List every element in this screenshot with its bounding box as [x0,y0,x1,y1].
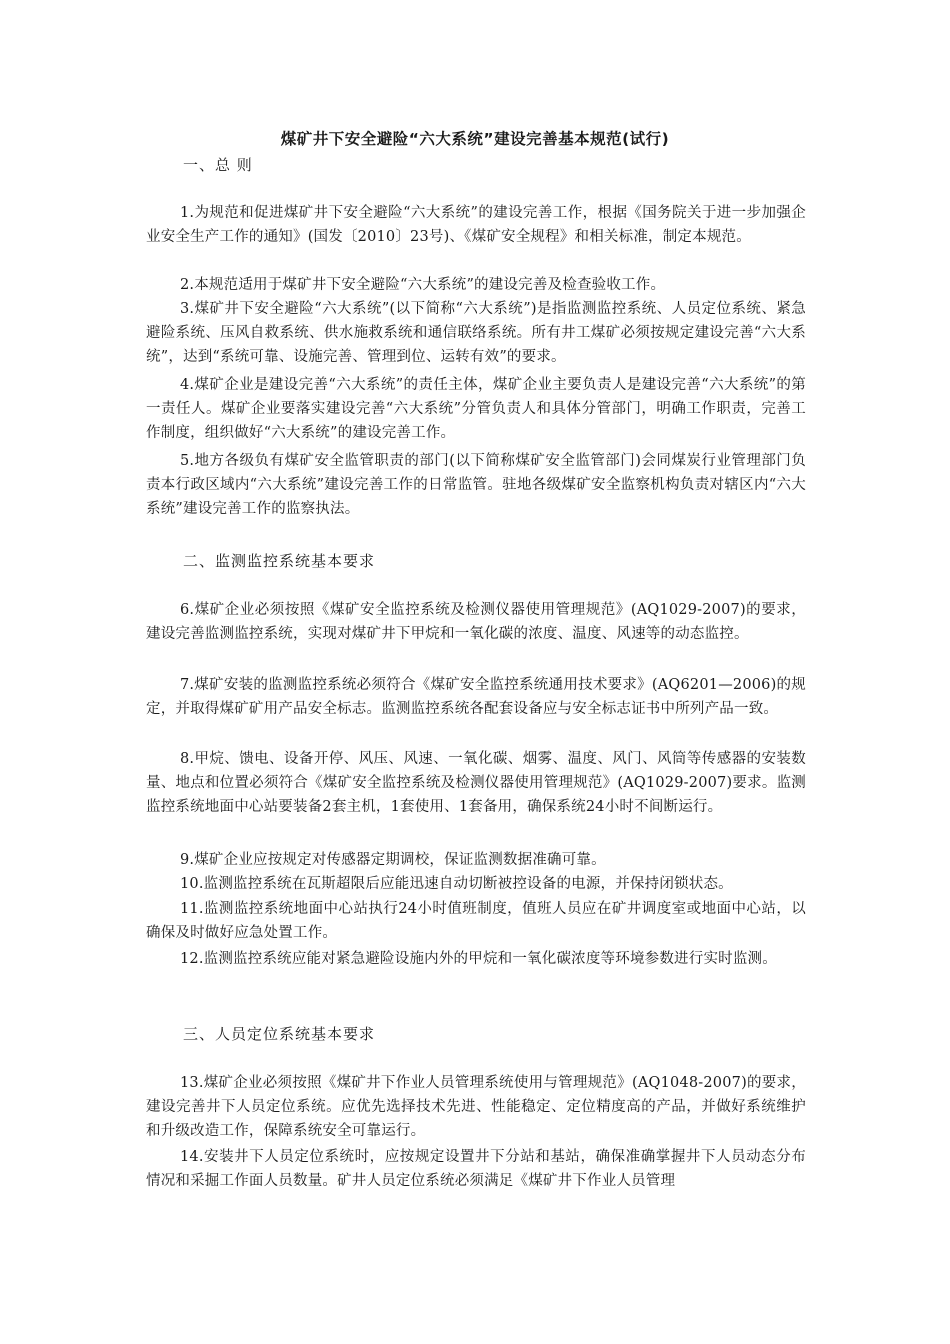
paragraph-8: 8.甲烷、馈电、设备开停、风压、风速、一氧化碳、烟雾、温度、风门、风筒等传感器的安装数量、地点和位置必须符合《煤矿安全监控系统及检测仪器使用管理规范》(AQ1029-2007)要求。监测监控系统地面中心站要装备2套主机，1套使用、1套备用，确保系统24小时不间断运行。 [146,751,806,815]
paragraph-4: 4.煤矿企业是建设完善“六大系统”的责任主体，煤矿企业主要负责人是建设完善“六大系统”的第一责任人。煤矿企业要落实建设完善“六大系统”分管负责人和具体分管部门，明确工作职责，完善工作制度，组织做好“六大系统”的建设完善工作。 [146,377,806,441]
paragraph-6: 6.煤矿企业必须按照《煤矿安全监控系统及检测仪器使用管理规范》(AQ1029-2007)的要求，建设完善监测监控系统，实现对煤矿井下甲烷和一氧化碳的浓度、温度、风速等的动态监控。 [146,602,806,642]
section-heading-personnel: 三、人员定位系统基本要求 [183,1025,376,1043]
paragraph-14: 14.安装井下人员定位系统时，应按规定设置井下分站和基站，确保准确掌握井下人员动态分布情况和采掘工作面人员数量。矿井人员定位系统必须满足《煤矿井下作业人员管理 [146,1149,806,1189]
document-title: 煤矿井下安全避险“六大系统”建设完善基本规范(试行) [280,130,670,148]
paragraph-10: 10.监测监控系统在瓦斯超限后应能迅速自动切断被控设备的电源，并保持闭锁状态。 [180,876,733,892]
paragraph-5: 5.地方各级负有煤矿安全监管职责的部门(以下简称煤矿安全监管部门)会同煤炭行业管理部门负责本行政区域内“六大系统”建设完善工作的日常监管。驻地各级煤矿安全监察机构负责对辖区内“六大系统”建设完善工作的监察执法。 [146,453,806,517]
paragraph-11: 11.监测监控系统地面中心站执行24小时值班制度，值班人员应在矿井调度室或地面中心站，以确保及时做好应急处置工作。 [146,901,806,941]
section-heading-monitoring: 二、监测监控系统基本要求 [183,552,376,570]
paragraph-9: 9.煤矿企业应按规定对传感器定期调校，保证监测数据准确可靠。 [180,852,606,868]
paragraph-2: 2.本规范适用于煤矿井下安全避险“六大系统”的建设完善及检查验收工作。 [180,277,666,293]
paragraph-13: 13.煤矿企业必须按照《煤矿井下作业人员管理系统使用与管理规范》(AQ1048-2007)的要求，建设完善井下人员定位系统。应优先选择技术先进、性能稳定、定位精度高的产品，并做好系统维护和升级改造工作，保障系统安全可靠运行。 [146,1075,806,1139]
paragraph-1: 1.为规范和促进煤矿井下安全避险“六大系统”的建设完善工作，根据《国务院关于进一步加强企业安全生产工作的通知》(国发〔2010〕23号)、《煤矿安全规程》和相关标准，制定本规范。 [146,205,806,245]
paragraph-3: 3.煤矿井下安全避险“六大系统”(以下简称“六大系统”)是指监测监控系统、人员定位系统、紧急避险系统、压风自救系统、供水施救系统和通信联络系统。所有井工煤矿必须按规定建设完善“六大系统”，达到“系统可靠、设施完善、管理到位、运转有效”的要求。 [146,301,806,365]
paragraph-12: 12.监测监控系统应能对紧急避险设施内外的甲烷和一氧化碳浓度等环境参数进行实时监测。 [180,951,777,967]
paragraph-7: 7.煤矿安装的监测监控系统必须符合《煤矿安全监控系统通用技术要求》(AQ6201—2006)的规定，并取得煤矿矿用产品安全标志。监测监控系统各配套设备应与安全标志证书中所列产品一致。 [146,677,806,717]
section-heading-general: 一、总 则 [183,156,253,174]
